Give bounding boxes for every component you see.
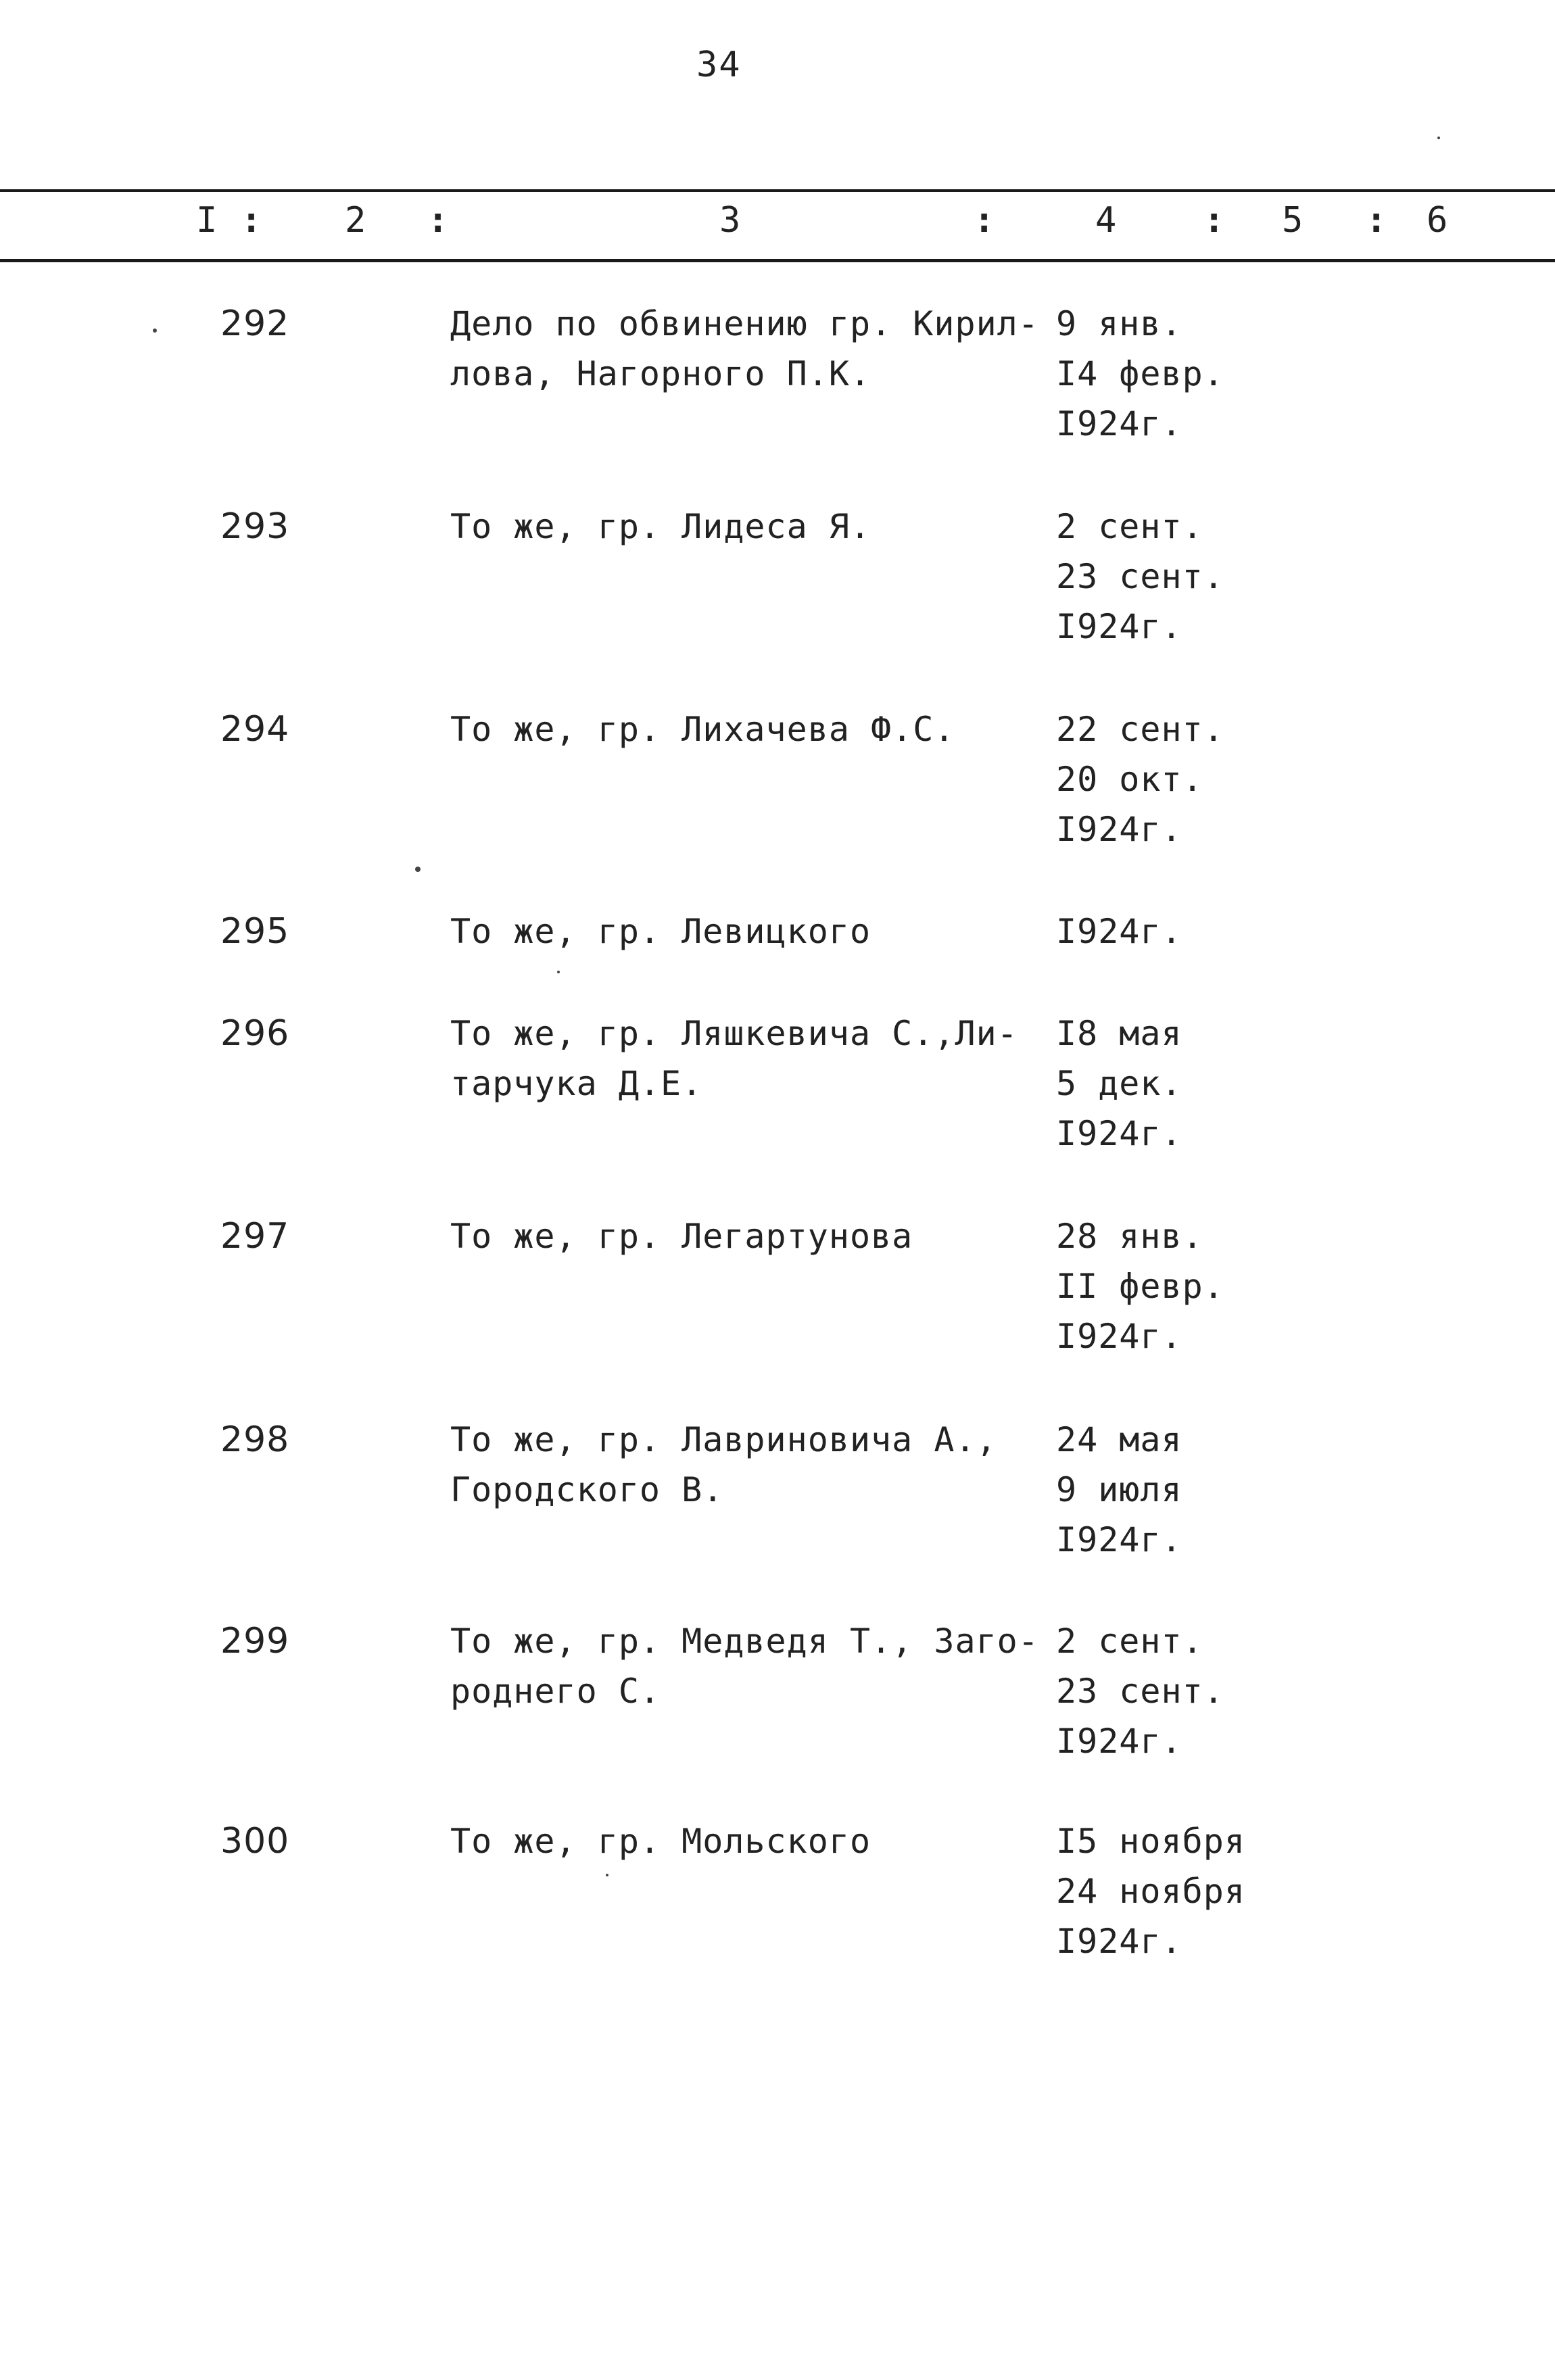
case-title-line: То же, гр. Медведя Т., Заго- bbox=[450, 1622, 1039, 1661]
case-number: 293 bbox=[220, 506, 290, 547]
case-number: 296 bbox=[220, 1013, 290, 1054]
case-title-line: То же, гр. Ляшкевича С.,Ли- bbox=[450, 1014, 1018, 1053]
case-date-line: 22 сент. bbox=[1056, 710, 1224, 749]
page-number: 34 bbox=[696, 45, 742, 85]
case-title-line: роднего С. bbox=[450, 1672, 661, 1711]
scan-speck bbox=[153, 329, 157, 333]
case-dates bbox=[1056, 502, 1224, 652]
case-date-line: 2 сент. bbox=[1056, 1622, 1203, 1661]
case-number: 300 bbox=[220, 1821, 290, 1862]
scan-speck bbox=[415, 867, 421, 872]
case-date-line: 24 мая bbox=[1056, 1420, 1182, 1459]
case-dates bbox=[1056, 1816, 1245, 1966]
case-title bbox=[450, 1211, 1045, 1261]
col-header-1: I bbox=[196, 200, 218, 241]
case-date-line: 24 ноября bbox=[1056, 1872, 1245, 1911]
case-dates bbox=[1056, 704, 1224, 854]
case-title bbox=[450, 704, 1045, 754]
case-dates bbox=[1056, 1415, 1182, 1565]
case-date-line: I924г. bbox=[1056, 1922, 1182, 1961]
case-title-line: тарчука Д.Е. bbox=[450, 1064, 703, 1103]
case-date-line: I924г. bbox=[1056, 607, 1182, 646]
col-separator: : bbox=[1203, 200, 1225, 241]
case-dates bbox=[1056, 299, 1224, 449]
header-rule-bottom bbox=[0, 259, 1555, 262]
case-number: 297 bbox=[220, 1216, 290, 1257]
header-rule-top bbox=[0, 189, 1555, 192]
case-date-line: 23 сент. bbox=[1056, 557, 1224, 596]
case-dates bbox=[1056, 906, 1182, 956]
case-title-line: лова, Нагорного П.К. bbox=[450, 354, 871, 393]
case-dates bbox=[1056, 1211, 1224, 1361]
col-separator: : bbox=[241, 200, 262, 241]
case-date-line: I924г. bbox=[1056, 1520, 1182, 1559]
case-date-line: 2 сент. bbox=[1056, 507, 1203, 546]
case-date-line: I8 мая bbox=[1056, 1014, 1182, 1053]
case-date-line: I924г. bbox=[1056, 404, 1182, 443]
col-header-2: 2 bbox=[345, 200, 366, 241]
scan-speck bbox=[606, 1874, 608, 1876]
case-number: 295 bbox=[220, 911, 290, 952]
case-date-line: 28 янв. bbox=[1056, 1217, 1203, 1256]
case-date-line: 23 сент. bbox=[1056, 1672, 1224, 1711]
case-date-line: 9 июля bbox=[1056, 1470, 1182, 1509]
col-header-5: 5 bbox=[1282, 200, 1303, 241]
case-title-line: То же, гр. Легартунова bbox=[450, 1217, 913, 1256]
case-dates bbox=[1056, 1616, 1224, 1766]
case-date-line: I5 ноября bbox=[1056, 1822, 1245, 1861]
case-title-line: То же, гр. Лидеса Я. bbox=[450, 507, 871, 546]
case-title bbox=[450, 1616, 1045, 1716]
col-separator: : bbox=[427, 200, 449, 241]
case-date-line: I4 февр. bbox=[1056, 354, 1224, 393]
case-title-line: То же, гр. Лихачева Ф.С. bbox=[450, 710, 955, 749]
col-header-4: 4 bbox=[1095, 200, 1117, 241]
case-number: 299 bbox=[220, 1621, 290, 1661]
case-title-line: Дело по обвинению гр. Кирил- bbox=[450, 304, 1039, 343]
case-date-line: I924г. bbox=[1056, 1317, 1182, 1356]
case-date-line: II февр. bbox=[1056, 1267, 1224, 1306]
case-date-line: 9 янв. bbox=[1056, 304, 1182, 343]
case-title bbox=[450, 299, 1045, 399]
scan-speck bbox=[1437, 137, 1440, 139]
case-title bbox=[450, 502, 1045, 552]
case-title-line: То же, гр. Мольского bbox=[450, 1822, 871, 1861]
case-number: 294 bbox=[220, 709, 290, 750]
case-dates bbox=[1056, 1009, 1182, 1159]
case-date-line: I924г. bbox=[1056, 1722, 1182, 1761]
case-date-line: 20 окт. bbox=[1056, 760, 1203, 799]
case-number: 298 bbox=[220, 1419, 290, 1460]
col-separator: : bbox=[1366, 200, 1387, 241]
col-header-3: 3 bbox=[719, 200, 741, 241]
case-date-line: I924г. bbox=[1056, 810, 1182, 849]
case-title bbox=[450, 1816, 1045, 1866]
case-date-line: I924г. bbox=[1056, 912, 1182, 951]
case-date-line: 5 дек. bbox=[1056, 1064, 1182, 1103]
case-title-line: Городского В. bbox=[450, 1470, 724, 1509]
case-title-line: То же, гр. Левицкого bbox=[450, 912, 871, 951]
col-separator: : bbox=[974, 200, 995, 241]
case-number: 292 bbox=[220, 303, 290, 344]
col-header-6: 6 bbox=[1427, 200, 1448, 241]
case-title bbox=[450, 1009, 1045, 1109]
case-title bbox=[450, 906, 1045, 956]
case-title-line: То же, гр. Лавриновича А., bbox=[450, 1420, 997, 1459]
scan-speck bbox=[557, 971, 560, 973]
case-title bbox=[450, 1415, 1045, 1515]
case-date-line: I924г. bbox=[1056, 1114, 1182, 1153]
